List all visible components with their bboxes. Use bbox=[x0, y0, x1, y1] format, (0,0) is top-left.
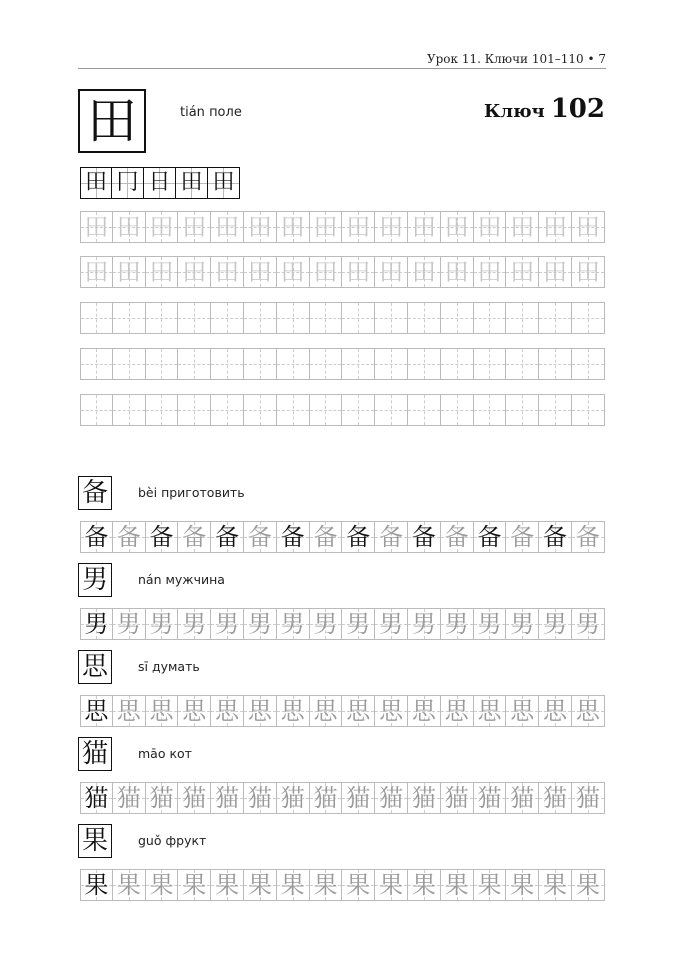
practice-cell bbox=[539, 302, 572, 334]
header-text: Урок 11. Ключи 101–110 • 7 bbox=[426, 52, 606, 66]
practice-cell: 果 bbox=[80, 869, 113, 901]
practice-cell: 田 bbox=[342, 211, 375, 243]
practice-cell: 男 bbox=[178, 608, 211, 640]
practice-cell: 果 bbox=[572, 869, 605, 901]
practice-cell bbox=[375, 394, 408, 426]
practice-cell: 备 bbox=[211, 521, 244, 553]
practice-cell: 田 bbox=[80, 211, 113, 243]
practice-cell: 果 bbox=[244, 869, 277, 901]
entry-definition: bèi приготовить bbox=[138, 485, 245, 500]
practice-cell: 猫 bbox=[474, 782, 507, 814]
entry-character-box: 思 bbox=[78, 650, 112, 684]
page-header bbox=[78, 52, 606, 68]
practice-cell: 猫 bbox=[211, 782, 244, 814]
practice-cell: 田 bbox=[441, 211, 474, 243]
practice-cell: 田 bbox=[539, 256, 572, 288]
practice-cell bbox=[146, 394, 179, 426]
practice-cell: 果 bbox=[310, 869, 343, 901]
practice-cell bbox=[441, 302, 474, 334]
practice-cell: 男 bbox=[572, 608, 605, 640]
stroke-step: 田 bbox=[80, 167, 112, 199]
practice-cell bbox=[211, 348, 244, 380]
practice-cell: 思 bbox=[244, 695, 277, 727]
practice-cell bbox=[211, 394, 244, 426]
practice-cell: 备 bbox=[146, 521, 179, 553]
practice-cell bbox=[178, 302, 211, 334]
practice-cell: 思 bbox=[408, 695, 441, 727]
main-definition bbox=[180, 105, 242, 120]
entry-character-box: 备 bbox=[78, 476, 112, 510]
practice-cell: 男 bbox=[80, 608, 113, 640]
practice-cell: 思 bbox=[375, 695, 408, 727]
practice-cell: 田 bbox=[146, 256, 179, 288]
entry-practice-row bbox=[80, 521, 605, 553]
practice-cell: 备 bbox=[80, 521, 113, 553]
practice-cell: 猫 bbox=[178, 782, 211, 814]
practice-cell: 田 bbox=[572, 211, 605, 243]
practice-cell: 男 bbox=[441, 608, 474, 640]
practice-cell bbox=[572, 348, 605, 380]
practice-cell: 猫 bbox=[146, 782, 179, 814]
practice-cell bbox=[474, 394, 507, 426]
practice-cell: 猫 bbox=[441, 782, 474, 814]
practice-cell: 备 bbox=[441, 521, 474, 553]
empty-row bbox=[80, 348, 605, 380]
empty-row bbox=[80, 302, 605, 334]
practice-cell: 田 bbox=[441, 256, 474, 288]
header-rule bbox=[78, 68, 606, 69]
practice-cell: 田 bbox=[375, 211, 408, 243]
practice-cell: 思 bbox=[113, 695, 146, 727]
practice-cell bbox=[178, 394, 211, 426]
practice-cell bbox=[474, 302, 507, 334]
practice-cell bbox=[408, 348, 441, 380]
practice-cell: 田 bbox=[113, 211, 146, 243]
practice-cell bbox=[211, 302, 244, 334]
practice-cell bbox=[277, 302, 310, 334]
practice-cell: 备 bbox=[244, 521, 277, 553]
practice-cell bbox=[178, 348, 211, 380]
entry-definition: sī думать bbox=[138, 659, 200, 674]
practice-cell: 男 bbox=[474, 608, 507, 640]
practice-cell bbox=[80, 394, 113, 426]
practice-cell: 果 bbox=[342, 869, 375, 901]
practice-cell: 男 bbox=[310, 608, 343, 640]
practice-cell: 田 bbox=[178, 256, 211, 288]
practice-cell bbox=[375, 302, 408, 334]
practice-cell: 果 bbox=[113, 869, 146, 901]
practice-cell: 田 bbox=[244, 211, 277, 243]
practice-cell: 男 bbox=[506, 608, 539, 640]
key-label: Ключ bbox=[484, 101, 545, 122]
practice-cell: 猫 bbox=[244, 782, 277, 814]
practice-cell bbox=[80, 348, 113, 380]
practice-cell: 备 bbox=[277, 521, 310, 553]
practice-cell: 田 bbox=[211, 256, 244, 288]
practice-cell: 男 bbox=[244, 608, 277, 640]
practice-cell: 男 bbox=[375, 608, 408, 640]
stroke-step: 冂 bbox=[112, 167, 144, 199]
practice-cell bbox=[375, 348, 408, 380]
practice-cell: 猫 bbox=[113, 782, 146, 814]
entry-definition: nán мужчина bbox=[138, 572, 225, 587]
stroke-step: 田 bbox=[208, 167, 240, 199]
practice-cell: 思 bbox=[310, 695, 343, 727]
practice-cell: 猫 bbox=[408, 782, 441, 814]
trace-row bbox=[80, 211, 605, 243]
practice-cell: 果 bbox=[441, 869, 474, 901]
practice-cell: 备 bbox=[572, 521, 605, 553]
practice-cell: 田 bbox=[408, 211, 441, 243]
practice-cell bbox=[506, 348, 539, 380]
practice-cell bbox=[146, 348, 179, 380]
practice-cell bbox=[277, 394, 310, 426]
practice-cell: 备 bbox=[408, 521, 441, 553]
practice-cell: 果 bbox=[146, 869, 179, 901]
practice-cell bbox=[113, 348, 146, 380]
practice-cell: 备 bbox=[506, 521, 539, 553]
practice-cell: 猫 bbox=[572, 782, 605, 814]
practice-cell: 猫 bbox=[506, 782, 539, 814]
practice-cell: 男 bbox=[277, 608, 310, 640]
practice-cell: 男 bbox=[211, 608, 244, 640]
practice-cell bbox=[408, 302, 441, 334]
practice-cell bbox=[310, 348, 343, 380]
practice-cell: 思 bbox=[474, 695, 507, 727]
practice-cell: 田 bbox=[178, 211, 211, 243]
entry-practice-row bbox=[80, 695, 605, 727]
main-pinyin: tián bbox=[180, 105, 205, 120]
practice-cell: 果 bbox=[211, 869, 244, 901]
practice-cell: 田 bbox=[211, 211, 244, 243]
practice-cell: 备 bbox=[310, 521, 343, 553]
practice-cell: 田 bbox=[310, 211, 343, 243]
entry-definition: guǒ фрукт bbox=[138, 833, 207, 848]
practice-cell bbox=[310, 302, 343, 334]
practice-cell bbox=[474, 348, 507, 380]
practice-cell: 果 bbox=[408, 869, 441, 901]
entry-character-box: 果 bbox=[78, 824, 112, 858]
practice-cell: 男 bbox=[146, 608, 179, 640]
practice-cell bbox=[80, 302, 113, 334]
practice-cell: 田 bbox=[244, 256, 277, 288]
practice-cell: 田 bbox=[146, 211, 179, 243]
practice-cell: 猫 bbox=[539, 782, 572, 814]
practice-cell: 田 bbox=[80, 256, 113, 288]
practice-cell bbox=[506, 302, 539, 334]
practice-cell: 思 bbox=[80, 695, 113, 727]
practice-cell: 田 bbox=[277, 256, 310, 288]
practice-cell: 思 bbox=[539, 695, 572, 727]
practice-cell: 田 bbox=[375, 256, 408, 288]
practice-cell: 男 bbox=[539, 608, 572, 640]
practice-cell: 思 bbox=[146, 695, 179, 727]
empty-row bbox=[80, 394, 605, 426]
practice-cell bbox=[539, 348, 572, 380]
practice-cell bbox=[113, 302, 146, 334]
entry-practice-row bbox=[80, 782, 605, 814]
practice-cell: 田 bbox=[506, 211, 539, 243]
practice-cell: 思 bbox=[572, 695, 605, 727]
practice-cell: 田 bbox=[572, 256, 605, 288]
stroke-step: 日 bbox=[144, 167, 176, 199]
practice-cell bbox=[310, 394, 343, 426]
practice-cell: 思 bbox=[211, 695, 244, 727]
practice-cell: 猫 bbox=[375, 782, 408, 814]
practice-cell: 田 bbox=[474, 211, 507, 243]
practice-cell bbox=[342, 394, 375, 426]
practice-cell bbox=[146, 302, 179, 334]
practice-cell: 果 bbox=[506, 869, 539, 901]
practice-cell: 备 bbox=[178, 521, 211, 553]
practice-cell: 备 bbox=[474, 521, 507, 553]
practice-cell bbox=[506, 394, 539, 426]
practice-cell: 田 bbox=[310, 256, 343, 288]
entry-practice-row bbox=[80, 608, 605, 640]
practice-cell: 备 bbox=[539, 521, 572, 553]
practice-cell: 思 bbox=[178, 695, 211, 727]
practice-cell: 思 bbox=[342, 695, 375, 727]
main-character-box bbox=[78, 89, 146, 153]
practice-cell: 田 bbox=[539, 211, 572, 243]
practice-cell: 男 bbox=[342, 608, 375, 640]
practice-cell: 思 bbox=[441, 695, 474, 727]
stroke-step: 田 bbox=[176, 167, 208, 199]
practice-cell: 思 bbox=[506, 695, 539, 727]
practice-cell: 猫 bbox=[80, 782, 113, 814]
practice-cell bbox=[277, 348, 310, 380]
practice-cell: 男 bbox=[113, 608, 146, 640]
practice-cell: 田 bbox=[474, 256, 507, 288]
practice-cell bbox=[244, 394, 277, 426]
practice-cell: 猫 bbox=[310, 782, 343, 814]
practice-cell bbox=[244, 348, 277, 380]
practice-cell: 备 bbox=[113, 521, 146, 553]
practice-cell: 田 bbox=[113, 256, 146, 288]
practice-cell: 果 bbox=[277, 869, 310, 901]
practice-cell bbox=[441, 348, 474, 380]
practice-cell: 猫 bbox=[342, 782, 375, 814]
entry-definition: māo кот bbox=[138, 746, 192, 761]
entry-character-box: 猫 bbox=[78, 737, 112, 771]
practice-cell: 果 bbox=[375, 869, 408, 901]
practice-cell: 猫 bbox=[277, 782, 310, 814]
practice-cell bbox=[342, 302, 375, 334]
practice-cell: 果 bbox=[178, 869, 211, 901]
practice-cell bbox=[342, 348, 375, 380]
practice-cell: 备 bbox=[375, 521, 408, 553]
entry-practice-row bbox=[80, 869, 605, 901]
practice-cell: 田 bbox=[506, 256, 539, 288]
practice-cell: 田 bbox=[277, 211, 310, 243]
practice-cell bbox=[441, 394, 474, 426]
trace-row bbox=[80, 256, 605, 288]
practice-cell bbox=[572, 394, 605, 426]
practice-cell: 思 bbox=[277, 695, 310, 727]
entry-character-box: 男 bbox=[78, 563, 112, 597]
practice-cell bbox=[408, 394, 441, 426]
practice-cell: 田 bbox=[408, 256, 441, 288]
practice-cell: 果 bbox=[539, 869, 572, 901]
key-heading bbox=[484, 94, 605, 124]
practice-cell: 备 bbox=[342, 521, 375, 553]
practice-cell: 男 bbox=[408, 608, 441, 640]
practice-cell bbox=[113, 394, 146, 426]
stroke-order bbox=[80, 167, 240, 199]
main-character: 田 bbox=[87, 92, 137, 150]
key-number: 102 bbox=[550, 94, 605, 124]
practice-cell: 果 bbox=[474, 869, 507, 901]
practice-cell bbox=[244, 302, 277, 334]
practice-cell bbox=[539, 394, 572, 426]
practice-cell: 田 bbox=[342, 256, 375, 288]
main-meaning: поле bbox=[209, 105, 242, 120]
practice-cell bbox=[572, 302, 605, 334]
